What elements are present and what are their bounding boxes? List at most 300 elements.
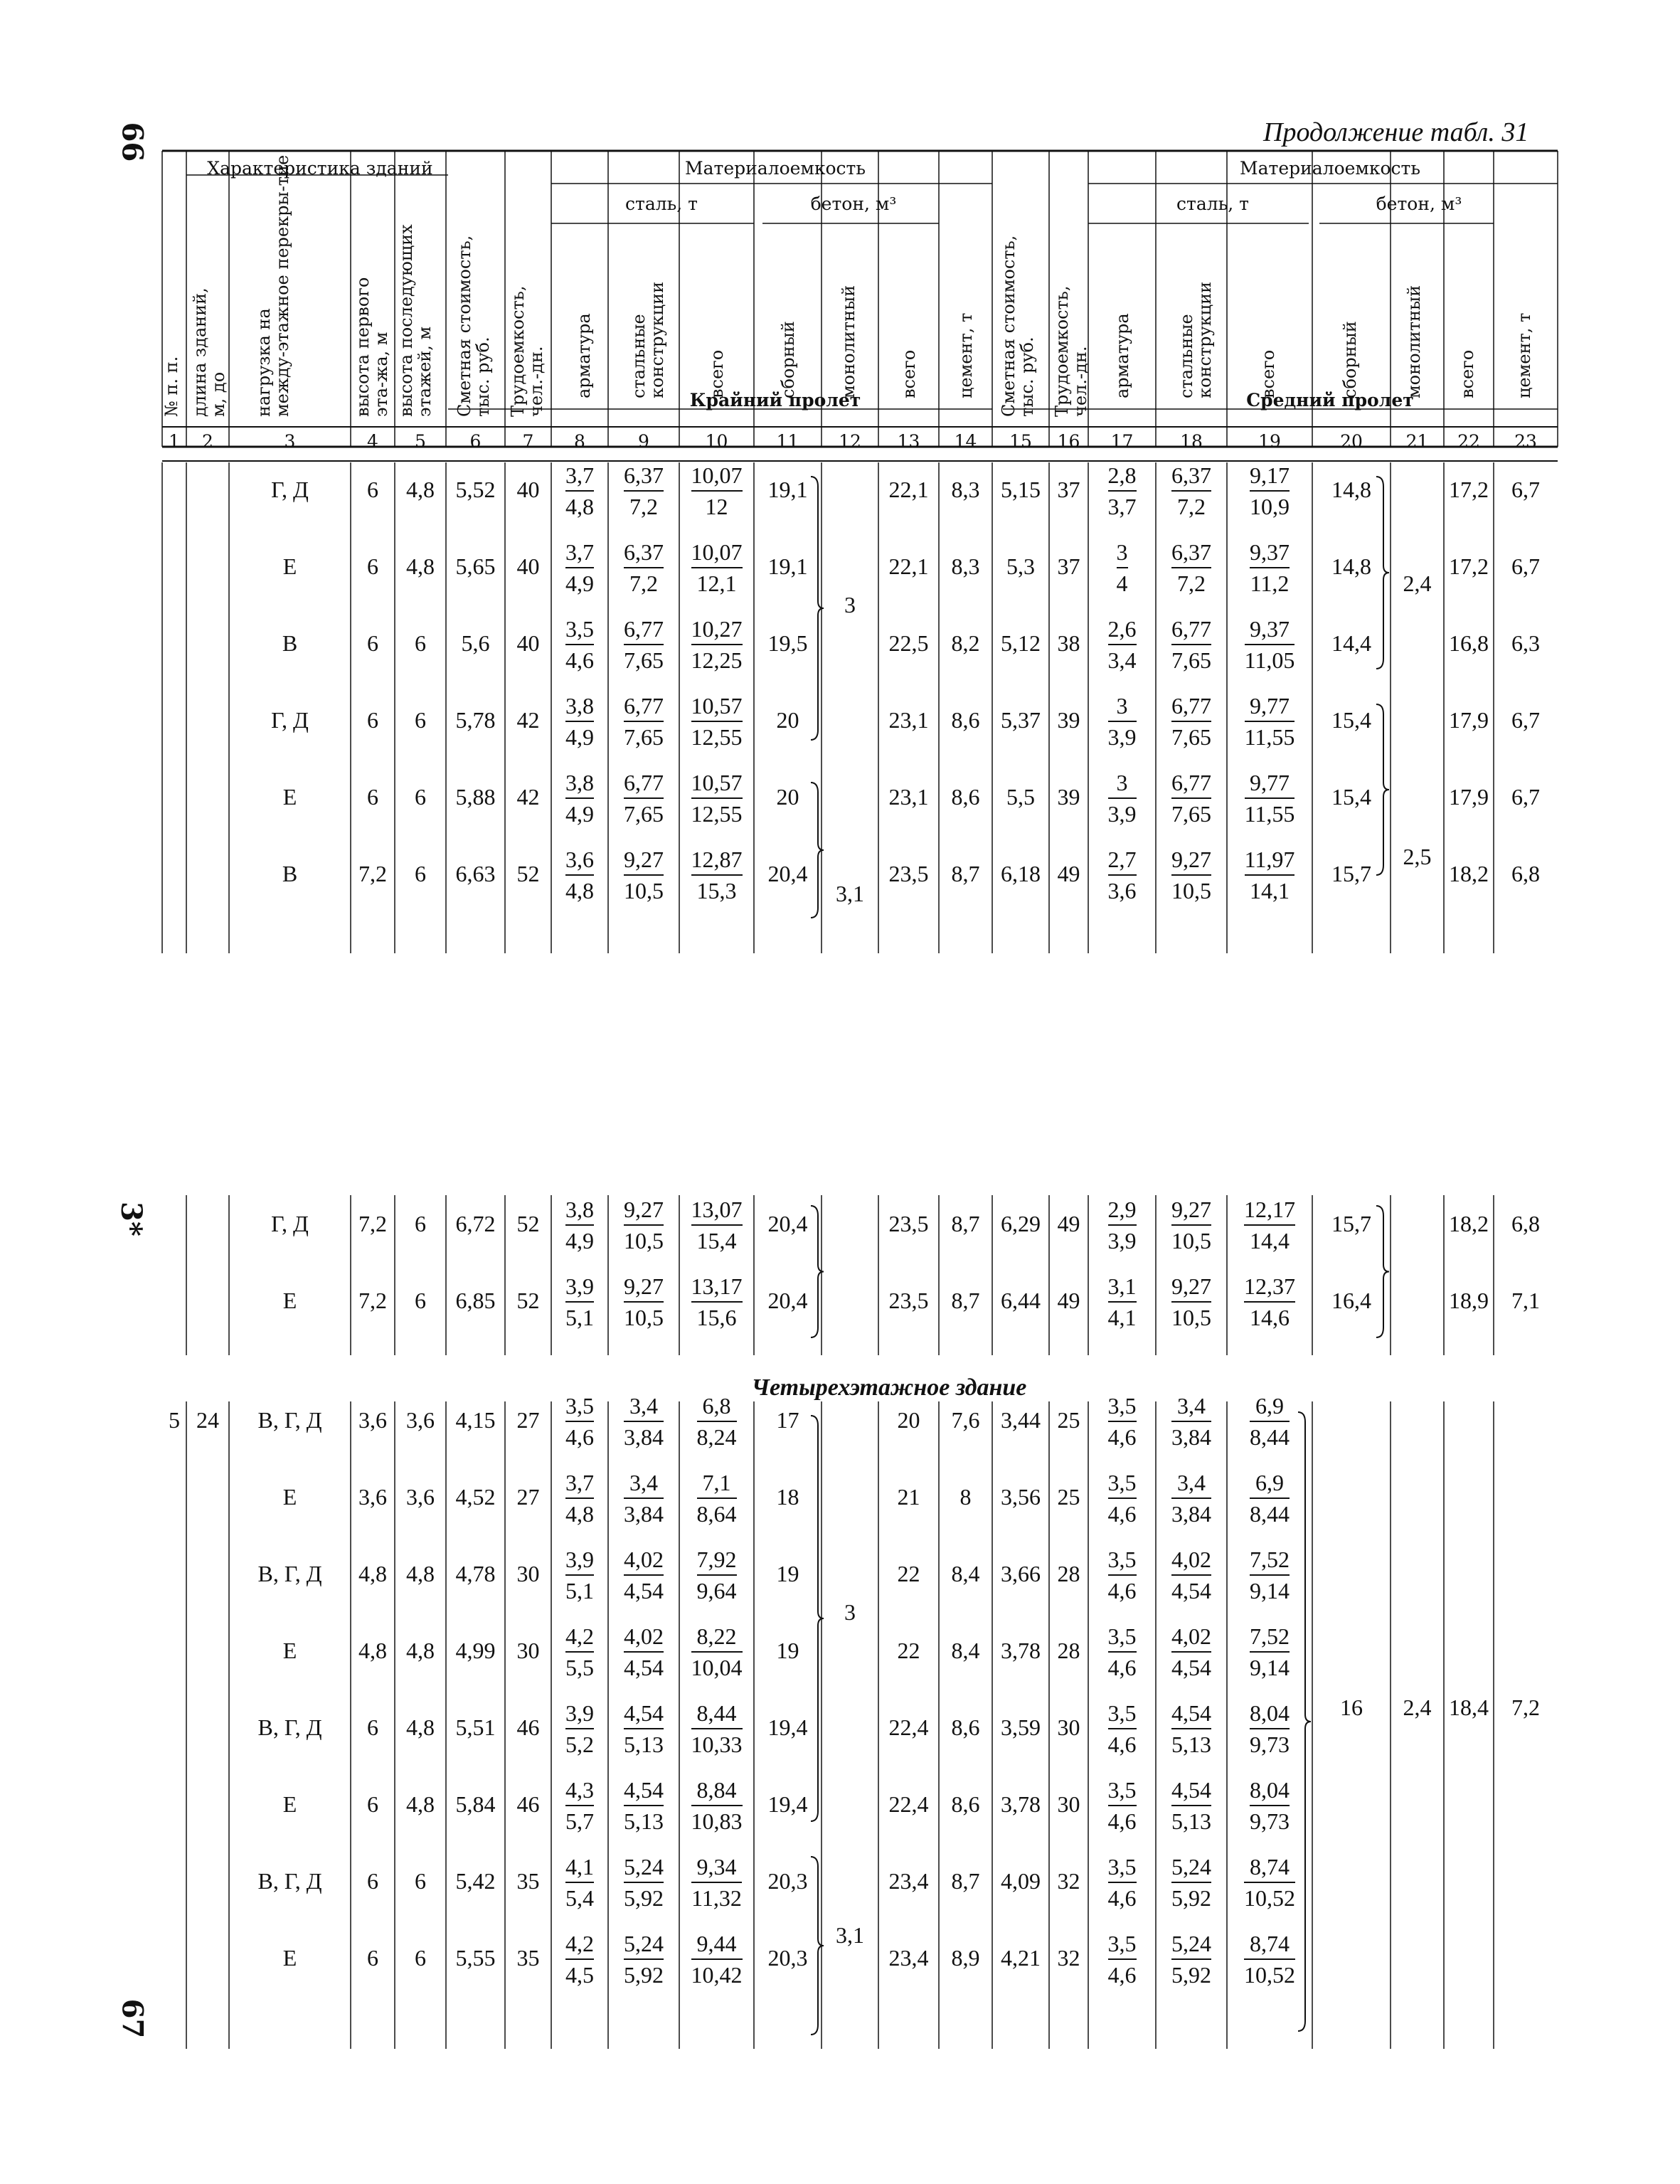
cell-steel-struct-edge: $\frac{6,37}{7,2}$: [624, 462, 664, 519]
column-number-12: 12: [839, 431, 861, 452]
header-edge-span: Крайний пролет: [689, 390, 861, 410]
cell-cost-middle: 5,5: [1006, 784, 1035, 810]
cell-cost-middle: 3,78: [1001, 1791, 1041, 1817]
column-number-14: 14: [954, 431, 977, 452]
cell-labor-middle: 37: [1057, 477, 1080, 502]
cell-cost-middle: 5,12: [1001, 630, 1041, 656]
cell-cost-edge: 6,72: [455, 1211, 496, 1236]
cell-steel-struct-edge: $\frac{9,27}{10,5}$: [624, 1197, 664, 1253]
cell-cost-middle: 4,09: [1001, 1868, 1041, 1894]
cell-rebar-edge: $\frac{3,9}{5,1}$: [565, 1547, 594, 1603]
cell-cost-edge: 5,42: [455, 1868, 496, 1894]
cell-steel-total-edge: $\frac{9,34}{11,32}$: [691, 1854, 742, 1911]
column-number-8: 8: [574, 431, 585, 452]
cell-steel-total-edge: $\frac{7,92}{9,64}$: [696, 1547, 737, 1603]
column-number-4: 4: [367, 431, 378, 452]
cell-steel-total-middle: $\frac{8,74}{10,52}$: [1244, 1931, 1295, 1988]
cell-precast-middle: 15,4: [1331, 707, 1371, 733]
cell-rebar-middle: $\frac{2,7}{3,6}$: [1107, 847, 1137, 903]
cell-monolithic-middle-merged: 2,4: [1403, 1695, 1432, 1720]
cell-first-floor-height: 6: [367, 477, 378, 502]
cell-steel-struct-middle: $\frac{6,77}{7,65}$: [1171, 693, 1211, 750]
page-number-middle: 3*: [114, 1202, 148, 1236]
header-characteristics: Характеристика зданий: [207, 158, 433, 179]
cell-steel-total-edge: $\frac{9,44}{10,42}$: [691, 1931, 743, 1988]
column-number-3: 3: [284, 431, 296, 452]
page-number-bottom: 67: [115, 1998, 149, 2039]
cell-steel-total-middle: $\frac{9,77}{11,55}$: [1244, 770, 1295, 827]
cell-concrete-total-middle: 18,2: [1449, 861, 1489, 886]
cell-concrete-total-edge: 22,5: [888, 630, 929, 656]
cell-floor-height: 6: [415, 1868, 426, 1894]
cell-precast-edge: 19,1: [767, 477, 808, 502]
cell-floor-height: 6: [415, 707, 426, 733]
column-number-2: 2: [202, 431, 213, 452]
cell-steel-total-edge: $\frac{12,87}{15,3}$: [691, 847, 743, 903]
cell-steel-struct-middle: $\frac{6,37}{7,2}$: [1171, 462, 1211, 519]
cell-steel-struct-edge: $\frac{5,24}{5,92}$: [624, 1854, 664, 1911]
column-number-6: 6: [469, 431, 482, 452]
cell-load: В, Г, Д: [257, 1407, 322, 1433]
cell-rebar-edge: $\frac{3,5}{4,6}$: [565, 1393, 594, 1450]
cell-number: 5: [169, 1407, 180, 1433]
cell-precast-edge: 20,4: [767, 1211, 808, 1236]
vlabel-cement-middle: цемент, т: [1514, 312, 1534, 398]
cell-steel-total-middle: $\frac{8,04}{9,73}$: [1250, 1777, 1290, 1834]
vlabel-total-steel-edge: всего: [707, 349, 727, 398]
vlabel-monolithic-middle: монолитный: [1404, 285, 1424, 398]
cell-concrete-total-edge: 22: [897, 1638, 920, 1663]
cell-floor-height: 6: [415, 1945, 426, 1971]
cell-steel-struct-middle: $\frac{3,4}{3,84}$: [1171, 1470, 1211, 1527]
cell-rebar-edge: $\frac{4,2}{4,5}$: [565, 1931, 594, 1988]
cell-monolithic-edge-group-4: 3,1: [836, 1922, 864, 1948]
column-number-20: 20: [1340, 431, 1363, 452]
cell-steel-struct-middle: $\frac{9,27}{10,5}$: [1171, 1197, 1211, 1253]
cell-monolithic-edge-group-3: 3: [844, 1599, 856, 1625]
vlabel-steel-struct-middle: стальные конструкции: [1176, 281, 1215, 398]
cell-steel-total-middle: $\frac{6,9}{8,44}$: [1250, 1393, 1290, 1450]
cell-cement-edge: 8,3: [951, 477, 980, 502]
cell-labor-edge: 30: [516, 1561, 540, 1586]
cell-load: В: [282, 861, 298, 886]
cell-concrete-total-edge: 23,5: [888, 1288, 929, 1313]
cell-cement-edge: 8: [959, 1484, 972, 1510]
cell-cost-edge: 6,63: [455, 861, 496, 886]
cell-precast-edge: 20,4: [767, 861, 808, 886]
cell-concrete-total-edge: 21: [897, 1484, 920, 1510]
cell-labor-edge: 35: [516, 1945, 540, 1971]
cell-steel-total-middle: $\frac{6,9}{8,44}$: [1250, 1470, 1290, 1527]
vlabel-precast-middle: сборный: [1340, 321, 1360, 398]
cell-cost-middle: 3,59: [1001, 1714, 1041, 1740]
cell-concrete-total-edge: 22: [897, 1561, 920, 1586]
vlabel-cement-edge: цемент, т: [956, 312, 976, 398]
cell-monolithic-edge-group-1: 3: [844, 592, 856, 617]
cell-cement-edge: 8,6: [951, 1791, 980, 1817]
cell-floor-height: 6: [415, 1288, 426, 1313]
cell-precast-middle: 15,7: [1331, 1211, 1371, 1236]
cell-steel-total-edge: $\frac{10,07}{12}$: [691, 462, 743, 519]
cell-steel-total-edge: $\frac{8,22}{10,04}$: [691, 1623, 743, 1680]
cell-cement-middle: 6,8: [1511, 1211, 1540, 1236]
cell-steel-total-middle: $\frac{12,17}{14,4}$: [1244, 1197, 1295, 1253]
cell-steel-struct-middle: $\frac{5,24}{5,92}$: [1171, 1931, 1211, 1988]
cell-concrete-total-middle: 16,8: [1449, 630, 1489, 656]
cell-steel-total-middle: $\frac{12,37}{14,6}$: [1244, 1273, 1295, 1330]
cell-cement-edge: 8,6: [951, 784, 980, 810]
cell-cement-edge: 8,9: [951, 1945, 980, 1971]
cell-cost-edge: 4,99: [455, 1638, 496, 1663]
cell-steel-total-edge: $\frac{13,07}{15,4}$: [691, 1197, 743, 1253]
cell-cost-middle: 4,21: [1001, 1945, 1041, 1971]
cell-cost-edge: 6,85: [455, 1288, 496, 1313]
cell-concrete-total-middle: 17,9: [1449, 707, 1489, 733]
cell-load: В, Г, Д: [257, 1561, 322, 1586]
cell-floor-height: 4,8: [406, 1791, 435, 1817]
cell-concrete-total-edge: 23,4: [888, 1945, 929, 1971]
cell-cost-middle: 6,18: [1001, 861, 1041, 886]
cell-labor-middle: 28: [1057, 1561, 1080, 1586]
vlabel-steel-struct-edge: стальные конструкции: [629, 281, 667, 398]
cell-first-floor-height: 3,6: [358, 1484, 387, 1510]
cell-rebar-edge: $\frac{3,6}{4,8}$: [565, 847, 594, 903]
cell-rebar-middle: $\frac{2,6}{3,4}$: [1107, 616, 1137, 673]
cell-rebar-middle: $\frac{2,8}{3,7}$: [1107, 462, 1137, 519]
cell-labor-edge: 35: [516, 1868, 540, 1894]
cell-cost-middle: 3,44: [1001, 1407, 1041, 1433]
cell-concrete-total-edge: 23,1: [888, 784, 929, 810]
cell-cement-middle: 6,7: [1511, 784, 1540, 810]
cell-steel-total-middle: $\frac{7,52}{9,14}$: [1250, 1623, 1290, 1680]
cell-concrete-total-edge: 23,4: [888, 1868, 929, 1894]
cell-first-floor-height: 7,2: [358, 1211, 387, 1236]
column-number-1: 1: [169, 431, 180, 452]
cell-floor-height: 4,8: [406, 1561, 435, 1586]
cell-first-floor-height: 6: [367, 553, 378, 579]
cell-load: В: [282, 630, 298, 656]
cell-floor-height: 6: [415, 861, 426, 886]
cell-rebar-middle: $\frac{3,5}{4,6}$: [1107, 1393, 1137, 1450]
cell-steel-struct-middle: $\frac{6,77}{7,65}$: [1171, 770, 1211, 827]
cell-rebar-edge: $\frac{3,8}{4,9}$: [565, 770, 594, 827]
cell-steel-struct-edge: $\frac{4,02}{4,54}$: [624, 1623, 664, 1680]
cell-rebar-edge: $\frac{3,5}{4,6}$: [565, 616, 594, 673]
column-number-11: 11: [776, 431, 799, 452]
cell-precast-edge: 18: [776, 1484, 799, 1510]
column-number-17: 17: [1110, 431, 1134, 452]
cell-monolithic-middle-group-1: 2,4: [1403, 571, 1432, 596]
cell-precast-edge: 20: [776, 784, 799, 810]
cell-steel-total-middle: $\frac{11,97}{14,1}$: [1244, 847, 1295, 903]
cell-precast-edge: 19,1: [767, 553, 808, 579]
vlabel-total-steel-middle: всего: [1258, 349, 1278, 398]
cell-steel-struct-middle: $\frac{3,4}{3,84}$: [1171, 1393, 1211, 1450]
cell-first-floor-height: 4,8: [358, 1561, 387, 1586]
cell-precast-edge: 20,3: [767, 1945, 808, 1971]
cell-steel-struct-middle: $\frac{4,02}{4,54}$: [1171, 1547, 1211, 1603]
cell-length: 24: [196, 1407, 219, 1433]
cell-cement-edge: 8,6: [951, 1714, 980, 1740]
cell-rebar-edge: $\frac{3,9}{5,2}$: [565, 1700, 594, 1757]
cell-cost-edge: 5,52: [455, 477, 496, 502]
column-number-16: 16: [1057, 431, 1080, 452]
cell-cost-edge: 5,84: [455, 1791, 496, 1817]
cell-load: Г, Д: [271, 1211, 309, 1236]
column-number-22: 22: [1457, 431, 1480, 452]
cell-cement-edge: 7,6: [951, 1407, 980, 1433]
cell-load: Г, Д: [271, 707, 309, 733]
cell-rebar-middle: $\frac{3,5}{4,6}$: [1107, 1623, 1137, 1680]
cell-cement-edge: 8,7: [951, 1868, 980, 1894]
vlabel-total-concrete-edge: всего: [899, 349, 919, 398]
cell-cost-middle: 3,56: [1001, 1484, 1041, 1510]
cell-steel-struct-edge: $\frac{9,27}{10,5}$: [624, 1273, 664, 1330]
cell-labor-middle: 30: [1057, 1714, 1080, 1740]
cell-precast-middle: 14,4: [1331, 630, 1371, 656]
cell-precast-middle: 15,7: [1331, 861, 1371, 886]
cell-cost-middle: 5,37: [1001, 707, 1041, 733]
cell-steel-struct-edge: $\frac{6,77}{7,65}$: [624, 693, 664, 750]
cell-load: Е: [282, 1288, 297, 1313]
cell-steel-total-edge: $\frac{7,1}{8,64}$: [696, 1470, 737, 1527]
column-number-10: 10: [705, 431, 728, 452]
cell-precast-edge: 20,4: [767, 1288, 808, 1313]
column-number-19: 19: [1258, 431, 1281, 452]
cell-precast-edge: 19,4: [767, 1791, 808, 1817]
cell-labor-middle: 49: [1057, 1288, 1080, 1313]
cell-cost-middle: 6,44: [1001, 1288, 1041, 1313]
cell-cost-middle: 3,78: [1001, 1638, 1041, 1663]
cell-labor-middle: 49: [1057, 1211, 1080, 1236]
cell-labor-edge: 40: [516, 630, 540, 656]
brace-middle-3: [1376, 1206, 1389, 1337]
vlabel-cost-middle: Сметная стоимость, тыс. руб.: [999, 235, 1037, 417]
cell-cost-edge: 5,78: [455, 707, 496, 733]
cell-steel-total-middle: $\frac{9,37}{11,2}$: [1250, 539, 1290, 596]
section-title: Четырехэтажное здание: [751, 1374, 1027, 1401]
cell-first-floor-height: 7,2: [358, 861, 387, 886]
cell-rebar-middle: $\frac{3}{4}$: [1116, 539, 1128, 596]
cell-steel-total-edge: $\frac{10,57}{12,55}$: [691, 770, 743, 827]
cell-steel-total-edge: $\frac{10,07}{12,1}$: [691, 539, 743, 596]
cell-labor-middle: 49: [1057, 861, 1080, 886]
cell-steel-total-middle: $\frac{8,74}{10,52}$: [1244, 1854, 1295, 1911]
cell-steel-struct-middle: $\frac{6,37}{7,2}$: [1171, 539, 1211, 596]
cell-cement-middle: 6,3: [1511, 630, 1540, 656]
cell-concrete-total-edge: 23,5: [888, 1211, 929, 1236]
cell-cement-middle: 6,7: [1511, 553, 1540, 579]
cell-labor-middle: 28: [1057, 1638, 1080, 1663]
cell-rebar-edge: $\frac{3,7}{4,8}$: [565, 1470, 594, 1527]
cell-steel-total-middle: $\frac{9,77}{11,55}$: [1244, 693, 1295, 750]
cell-cement-middle: 6,7: [1511, 707, 1540, 733]
cell-steel-struct-edge: $\frac{4,54}{5,13}$: [624, 1777, 664, 1834]
cell-precast-middle: 14,8: [1331, 553, 1371, 579]
cell-steel-total-edge: $\frac{8,44}{10,33}$: [691, 1700, 743, 1757]
cell-labor-edge: 27: [516, 1484, 540, 1510]
cell-cement-middle: 7,1: [1511, 1288, 1540, 1313]
cell-precast-middle: 15,4: [1331, 784, 1371, 810]
cell-cost-edge: 4,52: [455, 1484, 496, 1510]
cell-labor-middle: 39: [1057, 784, 1080, 810]
cell-concrete-total-middle: 18,9: [1449, 1288, 1489, 1313]
cell-cost-middle: 5,3: [1006, 553, 1035, 579]
cell-precast-edge: 17: [776, 1407, 799, 1433]
header-middle-span: Средний пролет: [1246, 390, 1414, 410]
header-material-middle: Материалоемкость: [1240, 158, 1420, 179]
cell-concrete-total-edge: 22,4: [888, 1714, 929, 1740]
vlabel-length: длина зданий, м, до: [190, 287, 228, 417]
cell-steel-struct-edge: $\frac{6,77}{7,65}$: [624, 616, 664, 673]
cell-steel-struct-edge: $\frac{4,02}{4,54}$: [624, 1547, 664, 1603]
cell-load: Г, Д: [271, 477, 309, 502]
cell-floor-height: 4,8: [406, 1638, 435, 1663]
cell-labor-edge: 52: [516, 861, 540, 886]
cell-cost-edge: 5,55: [455, 1945, 496, 1971]
cell-floor-height: 4,8: [406, 1714, 435, 1740]
cell-cost-middle: 5,15: [1001, 477, 1041, 502]
cell-steel-struct-middle: $\frac{6,77}{7,65}$: [1171, 616, 1211, 673]
table-continuation-title: Продолжение табл. 31: [1263, 117, 1529, 147]
cell-labor-edge: 42: [516, 707, 540, 733]
cell-steel-total-edge: $\frac{8,84}{10,83}$: [691, 1777, 743, 1834]
cell-precast-middle: 14,8: [1331, 477, 1371, 502]
brace-middle-4: [1298, 1412, 1311, 2031]
cell-cement-edge: 8,6: [951, 707, 980, 733]
cell-precast-edge: 19,5: [767, 630, 808, 656]
cell-labor-middle: 39: [1057, 707, 1080, 733]
cell-concrete-total-middle: 17,9: [1449, 784, 1489, 810]
cell-steel-struct-middle: $\frac{9,27}{10,5}$: [1171, 847, 1211, 903]
cell-steel-total-edge: $\frac{10,57}{12,55}$: [691, 693, 743, 750]
cell-first-floor-height: 6: [367, 1945, 378, 1971]
column-number-15: 15: [1009, 431, 1032, 452]
brace-middle-1: [1376, 477, 1389, 669]
cell-rebar-edge: $\frac{4,3}{5,7}$: [565, 1777, 594, 1834]
cell-precast-edge: 20: [776, 707, 799, 733]
cell-floor-height: 3,6: [406, 1484, 435, 1510]
cell-load: Е: [282, 1791, 297, 1817]
column-number-13: 13: [897, 431, 920, 452]
cell-labor-edge: 42: [516, 784, 540, 810]
cell-first-floor-height: 6: [367, 1791, 378, 1817]
vlabel-cost-edge: Сметная стоимость, тыс. руб.: [454, 235, 493, 417]
cell-cost-edge: 4,15: [455, 1407, 496, 1433]
cell-monolithic-edge-group-2: 3,1: [836, 881, 864, 906]
header-steel-middle: сталь, т: [1176, 194, 1249, 214]
cell-load: Е: [282, 1638, 297, 1663]
cell-monolithic-middle-group-2: 2,5: [1403, 844, 1432, 869]
cell-rebar-middle: $\frac{3,5}{4,6}$: [1107, 1854, 1137, 1911]
vlabel-labor-middle: Трудоемкость, чел.-дн.: [1052, 285, 1090, 417]
cell-labor-edge: 27: [516, 1407, 540, 1433]
cell-labor-middle: 37: [1057, 553, 1080, 579]
cell-first-floor-height: 6: [367, 1868, 378, 1894]
column-number-5: 5: [415, 431, 426, 452]
cell-cement-edge: 8,7: [951, 1211, 980, 1236]
cell-steel-total-edge: $\frac{10,27}{12,25}$: [691, 616, 743, 673]
cell-rebar-middle: $\frac{3,5}{4,6}$: [1107, 1700, 1137, 1757]
cell-load: Е: [282, 784, 297, 810]
cell-labor-edge: 46: [516, 1791, 540, 1817]
cell-floor-height: 6: [415, 1211, 426, 1236]
vlabel-number: № п. п.: [161, 356, 181, 417]
cell-labor-edge: 52: [516, 1211, 540, 1236]
cell-first-floor-height: 4,8: [358, 1638, 387, 1663]
column-number-9: 9: [638, 431, 649, 452]
cell-cost-edge: 4,78: [455, 1561, 496, 1586]
cell-rebar-edge: $\frac{3,8}{4,9}$: [565, 1197, 594, 1253]
cell-cement-edge: 8,7: [951, 861, 980, 886]
cell-rebar-middle: $\frac{2,9}{3,9}$: [1107, 1197, 1137, 1253]
cell-cement-edge: 8,4: [951, 1561, 980, 1586]
cell-steel-total-edge: $\frac{13,17}{15,6}$: [691, 1273, 743, 1330]
vlabel-floor-height: высота последующих этажей, м: [396, 224, 435, 417]
cell-precast-edge: 20,3: [767, 1868, 808, 1894]
cell-first-floor-height: 7,2: [358, 1288, 387, 1313]
header-concrete-middle: бетон, м³: [1376, 194, 1462, 214]
cell-concrete-total-edge: 22,4: [888, 1791, 929, 1817]
cell-first-floor-height: 3,6: [358, 1407, 387, 1433]
cell-cement-middle: 6,7: [1511, 477, 1540, 502]
cell-concrete-total-edge: 22,1: [888, 477, 929, 502]
cell-cement-edge: 8,7: [951, 1288, 980, 1313]
cell-steel-total-middle: $\frac{8,04}{9,73}$: [1250, 1700, 1290, 1757]
cell-cement-edge: 8,3: [951, 553, 980, 579]
cell-steel-struct-edge: $\frac{6,37}{7,2}$: [624, 539, 664, 596]
cell-steel-struct-middle: $\frac{9,27}{10,5}$: [1171, 1273, 1211, 1330]
cell-steel-struct-edge: $\frac{6,77}{7,65}$: [624, 770, 664, 827]
cell-concrete-total-middle-merged: 18,4: [1449, 1695, 1489, 1720]
cell-first-floor-height: 6: [367, 1714, 378, 1740]
cell-precast-edge: 19: [776, 1638, 799, 1663]
cell-cement-edge: 8,4: [951, 1638, 980, 1663]
cell-labor-middle: 25: [1057, 1407, 1080, 1433]
header-concrete-edge: бетон, м³: [810, 194, 897, 214]
cell-first-floor-height: 6: [367, 707, 378, 733]
cell-rebar-middle: $\frac{3}{3,9}$: [1107, 770, 1137, 827]
cell-concrete-total-middle: 18,2: [1449, 1211, 1489, 1236]
vlabel-total-concrete-middle: всего: [1457, 349, 1477, 398]
cell-precast-middle: 16,4: [1331, 1288, 1371, 1313]
vlabel-precast-edge: сборный: [778, 321, 798, 398]
cell-rebar-edge: $\frac{3,7}{4,8}$: [565, 462, 594, 519]
cell-steel-total-middle: $\frac{7,52}{9,14}$: [1250, 1547, 1290, 1603]
cell-cement-middle-merged: 7,2: [1511, 1695, 1540, 1720]
cell-steel-struct-edge: $\frac{3,4}{3,84}$: [624, 1393, 664, 1450]
cell-concrete-total-edge: 23,5: [888, 861, 929, 886]
vlabel-load: нагрузка на между-этажное перекры-тие: [254, 154, 292, 417]
vlabel-rebar-edge: арматура: [574, 313, 594, 398]
vlabel-rebar-middle: арматура: [1112, 313, 1132, 398]
cell-rebar-edge: $\frac{3,7}{4,9}$: [565, 539, 594, 596]
cell-first-floor-height: 6: [367, 784, 378, 810]
cell-labor-middle: 32: [1057, 1945, 1080, 1971]
column-number-18: 18: [1180, 431, 1203, 452]
cell-rebar-edge: $\frac{3,8}{4,9}$: [565, 693, 594, 750]
cell-steel-total-middle: $\frac{9,37}{11,05}$: [1244, 616, 1295, 673]
cell-concrete-total-middle: 17,2: [1449, 553, 1489, 579]
cell-rebar-edge: $\frac{4,2}{5,5}$: [565, 1623, 594, 1680]
cell-concrete-total-middle: 17,2: [1449, 477, 1489, 502]
cell-labor-middle: 30: [1057, 1791, 1080, 1817]
cell-load: Е: [282, 1945, 297, 1971]
cell-labor-middle: 32: [1057, 1868, 1080, 1894]
cell-load: В, Г, Д: [257, 1714, 322, 1740]
brace-middle-2: [1376, 704, 1389, 875]
page-number-top: 66: [115, 122, 149, 162]
